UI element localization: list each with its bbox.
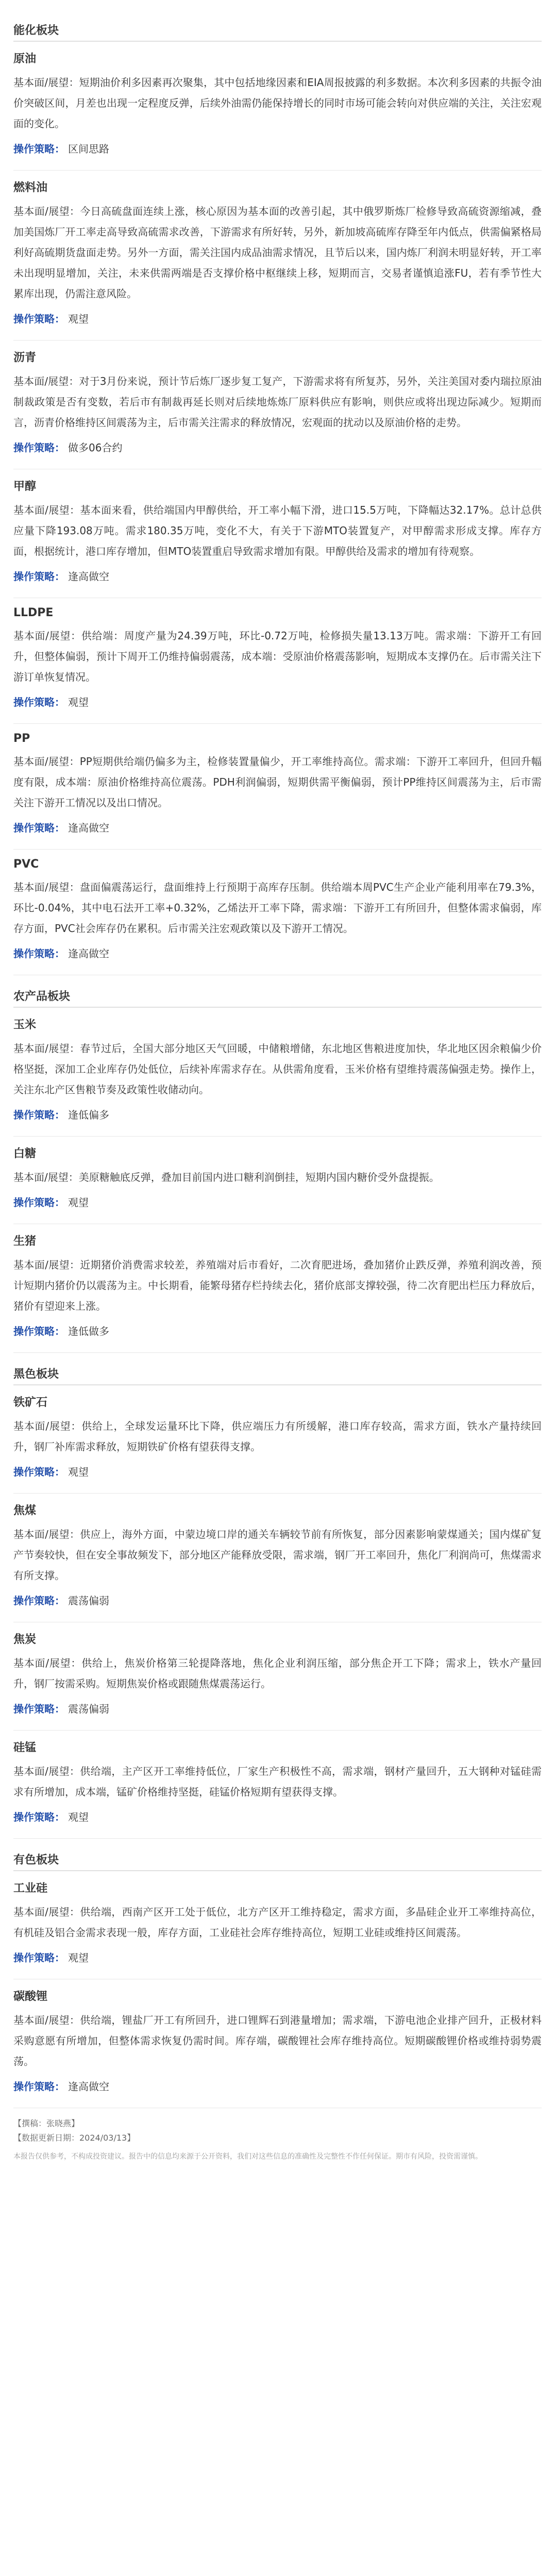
- strategy-value: 观望: [68, 1811, 89, 1823]
- strategy-line: [13, 438, 542, 457]
- commodity-block: [13, 1016, 542, 1125]
- strategy-label: 操作策略：: [13, 1811, 65, 1823]
- strategy-value: 逢低偏多: [68, 1109, 109, 1121]
- commodity-block: [13, 1145, 542, 1212]
- commodity-title: 铁矿石: [13, 1396, 48, 1409]
- commodity-title: 甲醇: [13, 480, 37, 493]
- strategy-line: [13, 1321, 542, 1341]
- commodity-block: [13, 478, 542, 586]
- strategy-line: [13, 1193, 542, 1212]
- agri-heading: 农产品板块: [13, 985, 542, 1008]
- fundamental-paragraph: 基本面/展望：今日高硫盘面连续上涨，核心原因为基本面的改善引起，其中俄罗斯炼厂检修导致高硫资源缩减，叠加美国炼厂开工率走高导致高硫需求改善，下游需求有所好转，另外，新加坡高硫库存降至年内低点，供需偏紧格局利好高硫期货盘面走势。另外一方面，需关注国内成品油需求情况，且节后以来，国内炼厂利润未明显好转，开工率未出现明显增加，关注，未来供需两端是否支撑价格中枢继续上移，短期而言，交易者谨慎追涨FU，若有季节性大累库出现，仍需注意风险。: [13, 205, 542, 300]
- strategy-value: 观望: [68, 1952, 89, 1964]
- commodity-title: 燃料油: [13, 181, 48, 194]
- divider: [13, 340, 542, 341]
- fundamental-paragraph: 基本面/展望：供给上，焦炭价格第三轮提降落地，焦化企业利润压缩，部分焦企开工下降；需求上，铁水产量回升，钢厂按需采购。短期焦炭价格或跟随焦煤震荡运行。: [13, 1657, 542, 1690]
- strategy-label: 操作策略：: [13, 143, 65, 155]
- strategy-value: 震荡偏弱: [68, 1703, 109, 1715]
- commodity-block: [13, 1502, 542, 1611]
- strategy-label: 操作策略：: [13, 1196, 65, 1209]
- commodity-title: 白糖: [13, 1147, 37, 1160]
- strategy-line: [13, 2077, 542, 2096]
- commodity-title: 碳酸锂: [13, 1990, 48, 2003]
- strategy-line: [13, 1699, 542, 1719]
- commodity-block: [13, 50, 542, 159]
- fundamental-paragraph: 基本面/展望：供给上，全球发运量环比下降，供应端压力有所缓解，港口库存较高，需求方面，铁水产量持续回升，钢厂补库需求释放，短期铁矿价格有望获得支撑。: [13, 1420, 542, 1453]
- strategy-line: [13, 309, 542, 329]
- commodity-block: [13, 349, 542, 457]
- divider: [13, 1493, 542, 1494]
- commodity-block: [13, 1631, 542, 1719]
- commodity-title: 沥青: [13, 351, 37, 364]
- commodity-block: [13, 858, 542, 963]
- fundamental-paragraph: 基本面/展望：盘面偏震荡运行，盘面维持上行预期于高库存压制。供给端本周PVC生产企业产能利用率在79.3%，环比-0.04%，其中电石法开工率+0.32%，乙烯法开工率下降，需求端：下游开工有所回升，但整体需求偏弱，库存方面，PVC社会库存仍在累积。后市需关注宏观政策以及下游开工情况。: [13, 881, 542, 935]
- strategy-label: 操作策略：: [13, 313, 65, 325]
- strategy-label: 操作策略：: [13, 1325, 65, 1337]
- strategy-value: 逢高做空: [68, 822, 109, 834]
- strategy-value: 震荡偏弱: [68, 1595, 109, 1607]
- black-sections: [13, 1394, 542, 1839]
- fundamental-paragraph: 基本面/展望：供应上，海外方面，中蒙边境口岸的通关车辆较节前有所恢复，部分因素影响蒙煤通关；国内煤矿复产节奏较快，但在安全事故频发下，部分地区产能释放受限，需求端，钢厂开工率回升，焦化厂利润尚可，焦煤需求有所支撑。: [13, 1528, 542, 1582]
- agri-sections: [13, 1016, 542, 1353]
- commodity-block: [13, 1988, 542, 2096]
- fundamental-paragraph: 基本面/展望：美原糖触底反弹，叠加目前国内进口糖利润倒挂，短期内国内糖价受外盘提振。: [13, 1171, 440, 1183]
- commodity-title: 焦炭: [13, 1633, 37, 1646]
- commodity-title: 原油: [13, 53, 37, 65]
- commodity-block: [13, 606, 542, 712]
- strategy-label: 操作策略：: [13, 442, 65, 454]
- strategy-line: [13, 944, 542, 963]
- fundamental-paragraph: 基本面/展望：对于3月份来说，预计节后炼厂逐步复工复产，下游需求将有所复苏，另外，关注美国对委内瑞拉原油制裁政策是否有变数，若后市有制裁再延长则对后续地炼炼厂原料供应有影响，则供应或将出现边际减少。短期而言，沥青价格维持区间震荡为主，后市需关注需求的释放情况，宏观面的扰动以及原油价格的走势。: [13, 375, 542, 429]
- strategy-label: 操作策略：: [13, 1703, 65, 1715]
- divider: [13, 1352, 542, 1353]
- commodity-block: [13, 179, 542, 329]
- legal-text: 本报告仅供参考，不构成投资建议。报告中的信息均来源于公开资料，我们对这些信息的准确性及完整性不作任何保证。期市有风险，投资需谨慎。: [13, 2153, 482, 2161]
- commodity-title: 焦煤: [13, 1504, 37, 1517]
- divider: [13, 849, 542, 850]
- metal-sections: [13, 1879, 542, 2108]
- commodity-title: 生猪: [13, 1235, 37, 1248]
- divider: [13, 1838, 542, 1839]
- strategy-line: [13, 818, 542, 838]
- strategy-line: [13, 1462, 542, 1482]
- strategy-value: 观望: [68, 313, 89, 325]
- fundamental-paragraph: 基本面/展望：短期油价利多因素再次聚集，其中包括地缘因素和EIA周报披露的利多数据。本次利多因素的共振令油价突破区间，月差也出现一定程度反弹，后续外油需仍能保持增长的同时市场可能会转向对供应端的关注，关注宏观面的变化。: [13, 76, 542, 130]
- commodity-block: [13, 1232, 542, 1341]
- category-heading: 能化板块: [13, 19, 542, 42]
- strategy-value: 观望: [68, 1196, 89, 1209]
- commodity-title: PVC: [13, 858, 39, 871]
- metal-heading: 有色板块: [13, 1848, 542, 1871]
- commodity-title: 硅锰: [13, 1741, 37, 1754]
- strategy-label: 操作策略：: [13, 1109, 65, 1121]
- strategy-line: [13, 567, 542, 586]
- strategy-label: 操作策略：: [13, 2080, 65, 2093]
- commodity-block: [13, 1394, 542, 1482]
- strategy-value: 逢高做空: [68, 2080, 109, 2093]
- strategy-value: 观望: [68, 696, 89, 708]
- strategy-label: 操作策略：: [13, 1595, 65, 1607]
- fundamental-paragraph: 基本面/展望：春节过后，全国大部分地区天气回暖，中储粮增储，东北地区售粮进度加快，华北地区因余粮偏少价格坚挺，深加工企业库存仍处低位，后续补库需求存在。从供需角度看，玉米价格有望维持震荡偏强走势。操作上，关注东北产区售粮节奏及政策性收储动向。: [13, 1042, 542, 1096]
- commodity-block: [13, 1739, 542, 1827]
- strategy-value: 区间思路: [68, 143, 109, 155]
- commodity-block: [13, 732, 542, 838]
- fundamental-paragraph: 基本面/展望：基本面来看，供给端国内甲醇供给，开工率小幅下滑，进口15.5万吨，下降幅达32.17%。总计总供应量下降193.08万吨。需求180.35万吨，变化不大，有关于下游MTO装置复产，对甲醇需求形成支撑。库存方面，根据统计，港口库存增加，但MTO装置重启导致需求增加有限。甲醇供给及需求的增加有待观察。: [13, 504, 542, 557]
- fundamental-paragraph: 基本面/展望：供给端：周度产量为24.39万吨，环比-0.72万吨，检修损失量13.13万吨。需求端：下游开工有回升，但整体偏弱，预计下周开工仍维持偏弱震荡，成本端：受原油价格震荡影响，短期成本支撑仍在。后市需关注下游订单恢复情况。: [13, 630, 542, 683]
- commodity-title: 工业硅: [13, 1882, 48, 1895]
- strategy-value: 做多06合约: [68, 442, 123, 454]
- strategy-line: [13, 139, 542, 159]
- strategy-label: 操作策略：: [13, 570, 65, 583]
- footer: [13, 2116, 542, 2163]
- strategy-line: [13, 1105, 542, 1125]
- divider: [13, 1136, 542, 1137]
- energy-sections: [13, 50, 542, 975]
- fundamental-paragraph: 基本面/展望：近期猪价消费需求较差，养殖端对后市看好，二次育肥进场，叠加猪价止跌反弹，养殖利润改善，预计短期内猪价仍以震荡为主。中长期看，能繁母猪存栏持续去化，猪价底部支撑较强，待二次育肥出栏压力释放后，猪价有望迎来上涨。: [13, 1259, 542, 1312]
- strategy-label: 操作策略：: [13, 1466, 65, 1478]
- commodity-title: LLDPE: [13, 606, 54, 619]
- divider: [13, 723, 542, 724]
- fundamental-paragraph: 基本面/展望：供给端，锂盐厂开工有所回升，进口锂辉石到港量增加；需求端，下游电池企业排产回升，正极材料采购意愿有所增加，但整体需求恢复仍需时间。库存端，碳酸锂社会库存维持高位。短期碳酸锂价格或维持弱势震荡。: [13, 2014, 542, 2067]
- fundamental-paragraph: 基本面/展望：供给端，主产区开工率维持低位，厂家生产积极性不高，需求端，钢材产量回升，五大钢种对锰硅需求有所增加，成本端，锰矿价格维持坚挺，硅锰价格短期有望获得支撑。: [13, 1765, 542, 1798]
- black-heading: 黑色板块: [13, 1362, 542, 1385]
- strategy-value: 逢低做多: [68, 1325, 109, 1337]
- strategy-value: 逢高做空: [68, 947, 109, 960]
- strategy-line: [13, 1591, 542, 1611]
- strategy-label: 操作策略：: [13, 822, 65, 834]
- divider: [13, 170, 542, 171]
- analyst-label: 【撰稿：张晓燕】: [13, 2119, 80, 2128]
- strategy-value: 观望: [68, 1466, 89, 1478]
- commodity-title: 玉米: [13, 1019, 37, 1031]
- divider: [13, 1730, 542, 1731]
- fundamental-paragraph: 基本面/展望：PP短期供给端仍偏多为主，检修装置量偏少，开工率维持高位。需求端：下游开工率回升，但回升幅度有限，成本端：原油价格维持高位震荡。PDH利润偏弱，短期供需平衡偏弱，预计PP维持区间震荡为主，后市需关注下游开工情况以及出口情况。: [13, 755, 542, 809]
- strategy-line: [13, 1948, 542, 1968]
- date-label: 【数据更新日期：2024/03/13】: [13, 2133, 136, 2143]
- fundamental-paragraph: 基本面/展望：供给端，西南产区开工处于低位，北方产区开工维持稳定，需求方面，多晶硅企业开工率维持高位，有机硅及铝合金需求表现一般，库存方面，工业硅社会库存维持高位，短期工业硅或维持区间震荡。: [13, 1906, 542, 1939]
- commodity-title: PP: [13, 732, 30, 745]
- strategy-line: [13, 1807, 542, 1827]
- strategy-label: 操作策略：: [13, 696, 65, 708]
- commodity-block: [13, 1879, 542, 1968]
- strategy-label: 操作策略：: [13, 947, 65, 960]
- strategy-value: 逢高做空: [68, 570, 109, 583]
- strategy-label: 操作策略：: [13, 1952, 65, 1964]
- strategy-line: [13, 692, 542, 712]
